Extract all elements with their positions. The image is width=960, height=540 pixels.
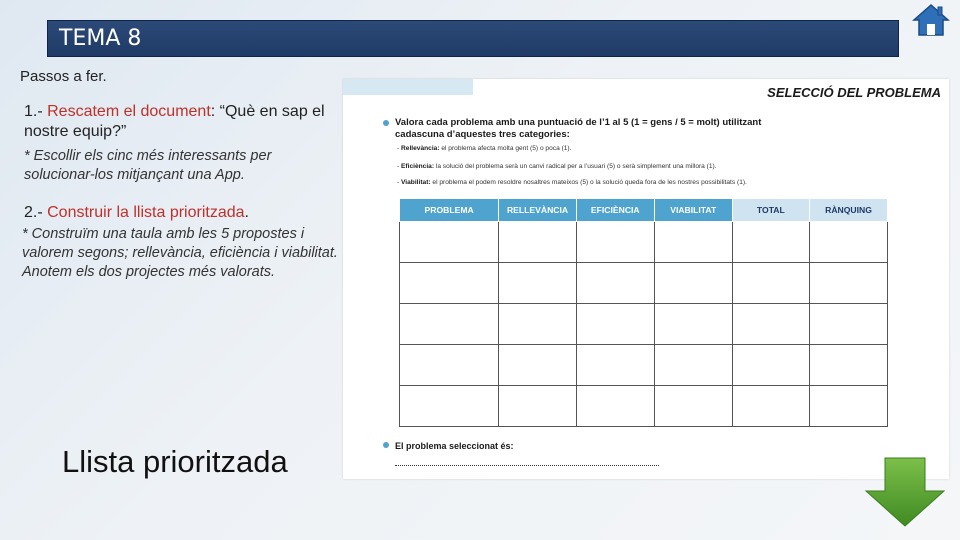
worksheet-instruction: Valora cada problema amb una puntuació de l’1 al 5 (1 = gens / 5 = molt) utilitzant cadascuna d’aquestes tres categories: <box>395 117 762 140</box>
criterion-relevance: - Rellevància: el problema afecta molta gent (5) o poca (1). <box>397 145 572 152</box>
table-row <box>400 263 888 304</box>
criterion-name: Viabilitat: <box>401 179 431 186</box>
bullet-icon <box>383 442 389 448</box>
table-row <box>400 386 888 427</box>
table-cell <box>654 222 732 263</box>
table-cell <box>400 386 499 427</box>
step-2-note: * Construïm una taula amb les 5 propostes i valorem segons; rellevància, eficiència i viabilitat. Anotem els dos projectes més valorats. <box>22 226 338 280</box>
column-header: EFICIÈNCIA <box>576 199 654 222</box>
table-cell <box>654 386 732 427</box>
table-cell <box>810 263 888 304</box>
criterion-name: Rellevància: <box>401 145 440 152</box>
criterion-name: Eficiència: <box>401 163 435 170</box>
table-cell <box>810 304 888 345</box>
step-1-note: * Escollir els cinc més interessants per solucionar-los mitjançant una App. <box>24 148 272 183</box>
column-header: VIABILITAT <box>654 199 732 222</box>
table-cell <box>400 345 499 386</box>
table-cell <box>732 304 809 345</box>
table-cell <box>810 386 888 427</box>
table-cell <box>576 222 654 263</box>
column-header: PROBLEMA <box>400 199 499 222</box>
table-cell <box>499 222 576 263</box>
table-cell <box>499 304 576 345</box>
criterion-viability: - Viabilitat: el problema el podem resoldre nosaltres mateixos (5) o la solució queda fora de les nostres possibilitats (1). <box>397 179 747 186</box>
page-title: TEMA 8 <box>59 26 142 51</box>
ranking-table <box>399 198 888 427</box>
table-cell <box>499 386 576 427</box>
column-header: RELLEVÀNCIA <box>499 199 576 222</box>
criterion-text: el problema el podem resoldre nosaltres mateixos (5) o la solució queda fora de les nostres possibilitats (1). <box>430 179 747 186</box>
table-row <box>400 304 888 345</box>
criterion-text: el problema afecta molta gent (5) o poca (1). <box>439 145 572 152</box>
selected-problem-label: El problema seleccionat és: <box>395 441 514 451</box>
table-cell <box>576 345 654 386</box>
step-1-rest: : “Què en sap el nostre equip?” <box>24 103 325 140</box>
table-header-row <box>400 199 888 222</box>
step-2-prefix: 2.- <box>24 204 48 221</box>
table-cell <box>499 263 576 304</box>
criterion-text: la solució del problema serà un canvi radical per a l’usuari (5) o serà simplement una millora (1). <box>434 163 717 170</box>
table-cell <box>732 345 809 386</box>
table-cell <box>732 222 809 263</box>
table-cell <box>400 304 499 345</box>
table-cell <box>654 345 732 386</box>
table-cell <box>400 263 499 304</box>
title-bar <box>47 20 899 57</box>
table-cell <box>576 263 654 304</box>
table-cell <box>810 222 888 263</box>
worksheet-heading: SELECCIÓ DEL PROBLEMA <box>767 85 941 100</box>
table-cell <box>810 345 888 386</box>
table-row <box>400 222 888 263</box>
step-2-rest: . <box>244 204 249 221</box>
down-arrow-icon[interactable] <box>864 457 946 527</box>
worksheet-image <box>343 79 949 479</box>
table-row <box>400 345 888 386</box>
bullet-icon <box>383 120 389 126</box>
steps-title: Passos a fer. <box>20 68 107 85</box>
column-header: RÀNQUING <box>810 199 888 222</box>
worksheet-top-bar <box>343 79 473 95</box>
step-2 <box>24 204 249 222</box>
column-header: TOTAL <box>732 199 809 222</box>
table-cell <box>499 345 576 386</box>
table-cell <box>400 222 499 263</box>
table-cell <box>732 386 809 427</box>
answer-line <box>395 465 659 466</box>
table-cell <box>576 386 654 427</box>
step-1 <box>24 102 344 142</box>
step-1-prefix: 1.- <box>24 103 48 120</box>
table-cell <box>654 304 732 345</box>
table-cell <box>576 304 654 345</box>
step-2-highlight: Construir la llista prioritzada <box>47 204 245 221</box>
criterion-efficiency: - Eficiència: la solució del problema serà un canvi radical per a l’usuari (5) o serà simplement una millora (1). <box>397 163 717 170</box>
step-1-highlight: Rescatem el document <box>47 103 211 120</box>
prioritized-list-link[interactable]: Llista prioritzada <box>62 444 288 479</box>
home-icon[interactable] <box>912 3 950 37</box>
table-cell <box>732 263 809 304</box>
table-cell <box>654 263 732 304</box>
